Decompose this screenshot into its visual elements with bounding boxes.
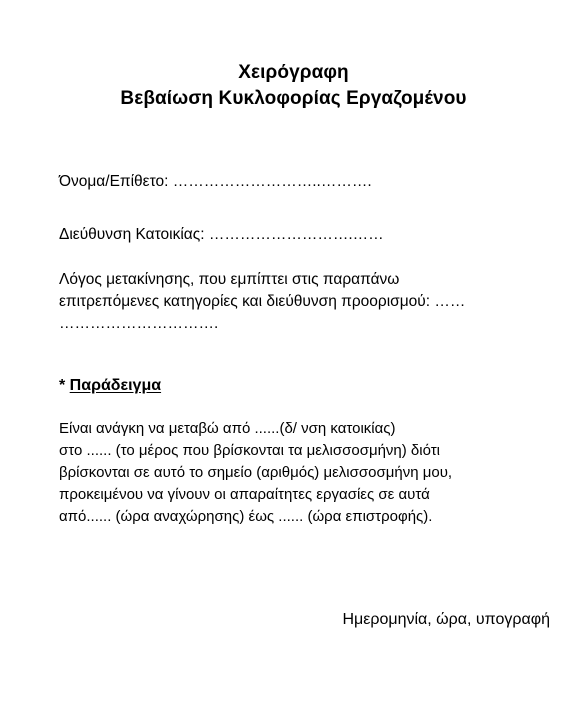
example-heading-text: Παράδειγμα <box>69 377 162 394</box>
reason-field-line-2: επιτρεπόμενες κατηγορίες και διεύθυνση προορισμού: …… <box>59 293 466 310</box>
name-field-label: Όνομα/Επίθετο: ………………………..………. <box>59 173 372 190</box>
signature-line: Ημερομηνία, ώρα, υπογραφή <box>342 611 550 628</box>
document-title-line-1: Χειρόγραφη <box>238 62 349 83</box>
example-marker: * <box>59 377 70 394</box>
example-line-1: Είναι ανάγκη να μεταβώ από ......(δ/ νση κατοικίας) <box>59 420 396 437</box>
reason-field-line-1: Λόγος μετακίνησης, που εμπίπτει στις παραπάνω <box>59 271 400 288</box>
document-title-line-2: Βεβαίωση Κυκλοφορίας Εργαζομένου <box>120 88 467 109</box>
example-line-2: στο ...... (το μέρος που βρίσκονται τα μελισσοσμήνη) διότι <box>59 442 441 459</box>
example-heading <box>59 376 161 396</box>
example-line-3: βρίσκονται σε αυτό το σημείο (αριθμός) μελισσοσμήνη μου, <box>59 464 453 481</box>
example-line-4: προκειμένου να γίνουν οι απαραίτητες εργασίες σε αυτά <box>59 486 430 503</box>
example-line-5: από...... (ώρα αναχώρησης) έως ...... (ώρα επιστροφής). <box>59 508 433 525</box>
reason-field-line-3: …………………………. <box>59 315 219 332</box>
address-field-label: Διεύθυνση Κατοικίας: ……………………….…… <box>59 226 384 243</box>
